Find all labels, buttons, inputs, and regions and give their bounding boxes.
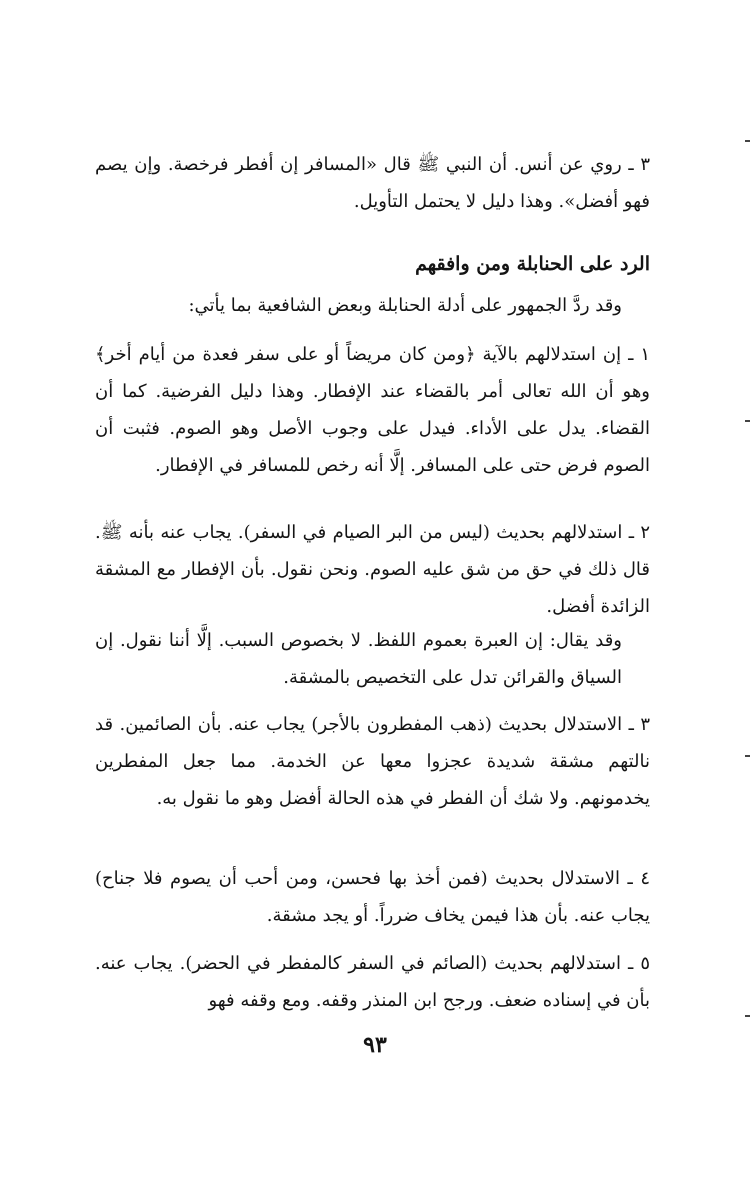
reply-item-1: ١ ـ إن استدلالهم بالآية ﴿ومن كان مريضاً أو على سفر فعدة من أيام أخر﴾ وهو أن الله تعالى أمر بالقضاء عند الإفطار. وهذا دليل الفرضية. كما أن القضاء. يدل على الأداء. فيدل على وجوب الأصل وهو الصوم. فثبت أن الصوم فرض حتى على المسافر. إلَّا أنه رخص للمسافر في الإفطار. bbox=[95, 344, 650, 476]
reply-item-3: ٣ ـ الاستدلال بحديث (ذهب المفطرون بالأجر) يجاب عنه. بأن الصائمين. قد نالتهم مشقة شديدة عجزوا معها عن الخدمة. مما جعل المفطرين يخدمونهم. ولا شك أن الفطر في هذه الحالة أفضل وهو ما نقول به. bbox=[95, 714, 650, 809]
section-intro: وقد ردَّ الجمهور على أدلة الحنابلة وبعض الشافعية بما يأتي: bbox=[188, 295, 622, 316]
reply-item-2: ٢ ـ استدلالهم بحديث (ليس من البر الصيام في السفر). يجاب عنه بأنه ﷺ. قال ذلك في حق من شق عليه الصوم. ونحن نقول. بأن الإفطار مع المشقة الزائدة أفضل. bbox=[95, 522, 650, 617]
reply-item-5: ٥ ـ استدلالهم بحديث (الصائم في السفر كالمفطر في الحضر). يجاب عنه. بأن في إسناده ضعف. ورجح ابن المنذر وقفه. ومع وقفه فهو bbox=[95, 953, 650, 1011]
edge-mark bbox=[745, 420, 750, 422]
paragraph-anas-hadith: ٣ ـ روي عن أنس. أن النبي ﷺ قال «المسافر إن أفطر فرخصة. وإن يصم فهو أفضل». وهذا دليل لا يحتمل التأويل. bbox=[95, 154, 650, 212]
edge-mark bbox=[745, 755, 750, 757]
reply-item-2-note: وقد يقال: إن العبرة بعموم اللفظ. لا بخصوص السبب. إلَّا أننا نقول. إن السياق والقرائن تدل على التخصيص بالمشقة. bbox=[95, 630, 622, 688]
edge-mark bbox=[745, 140, 750, 142]
section-heading: الرد على الحنابلة ومن وافقهم bbox=[415, 253, 650, 275]
edge-mark bbox=[745, 1015, 750, 1017]
page-number: ٩٣ bbox=[363, 1032, 387, 1058]
reply-item-4: ٤ ـ الاستدلال بحديث (فمن أخذ بها فحسن، ومن أحب أن يصوم فلا جناح) يجاب عنه. بأن هذا فيمن يخاف ضرراً. أو يجد مشقة. bbox=[95, 868, 650, 926]
